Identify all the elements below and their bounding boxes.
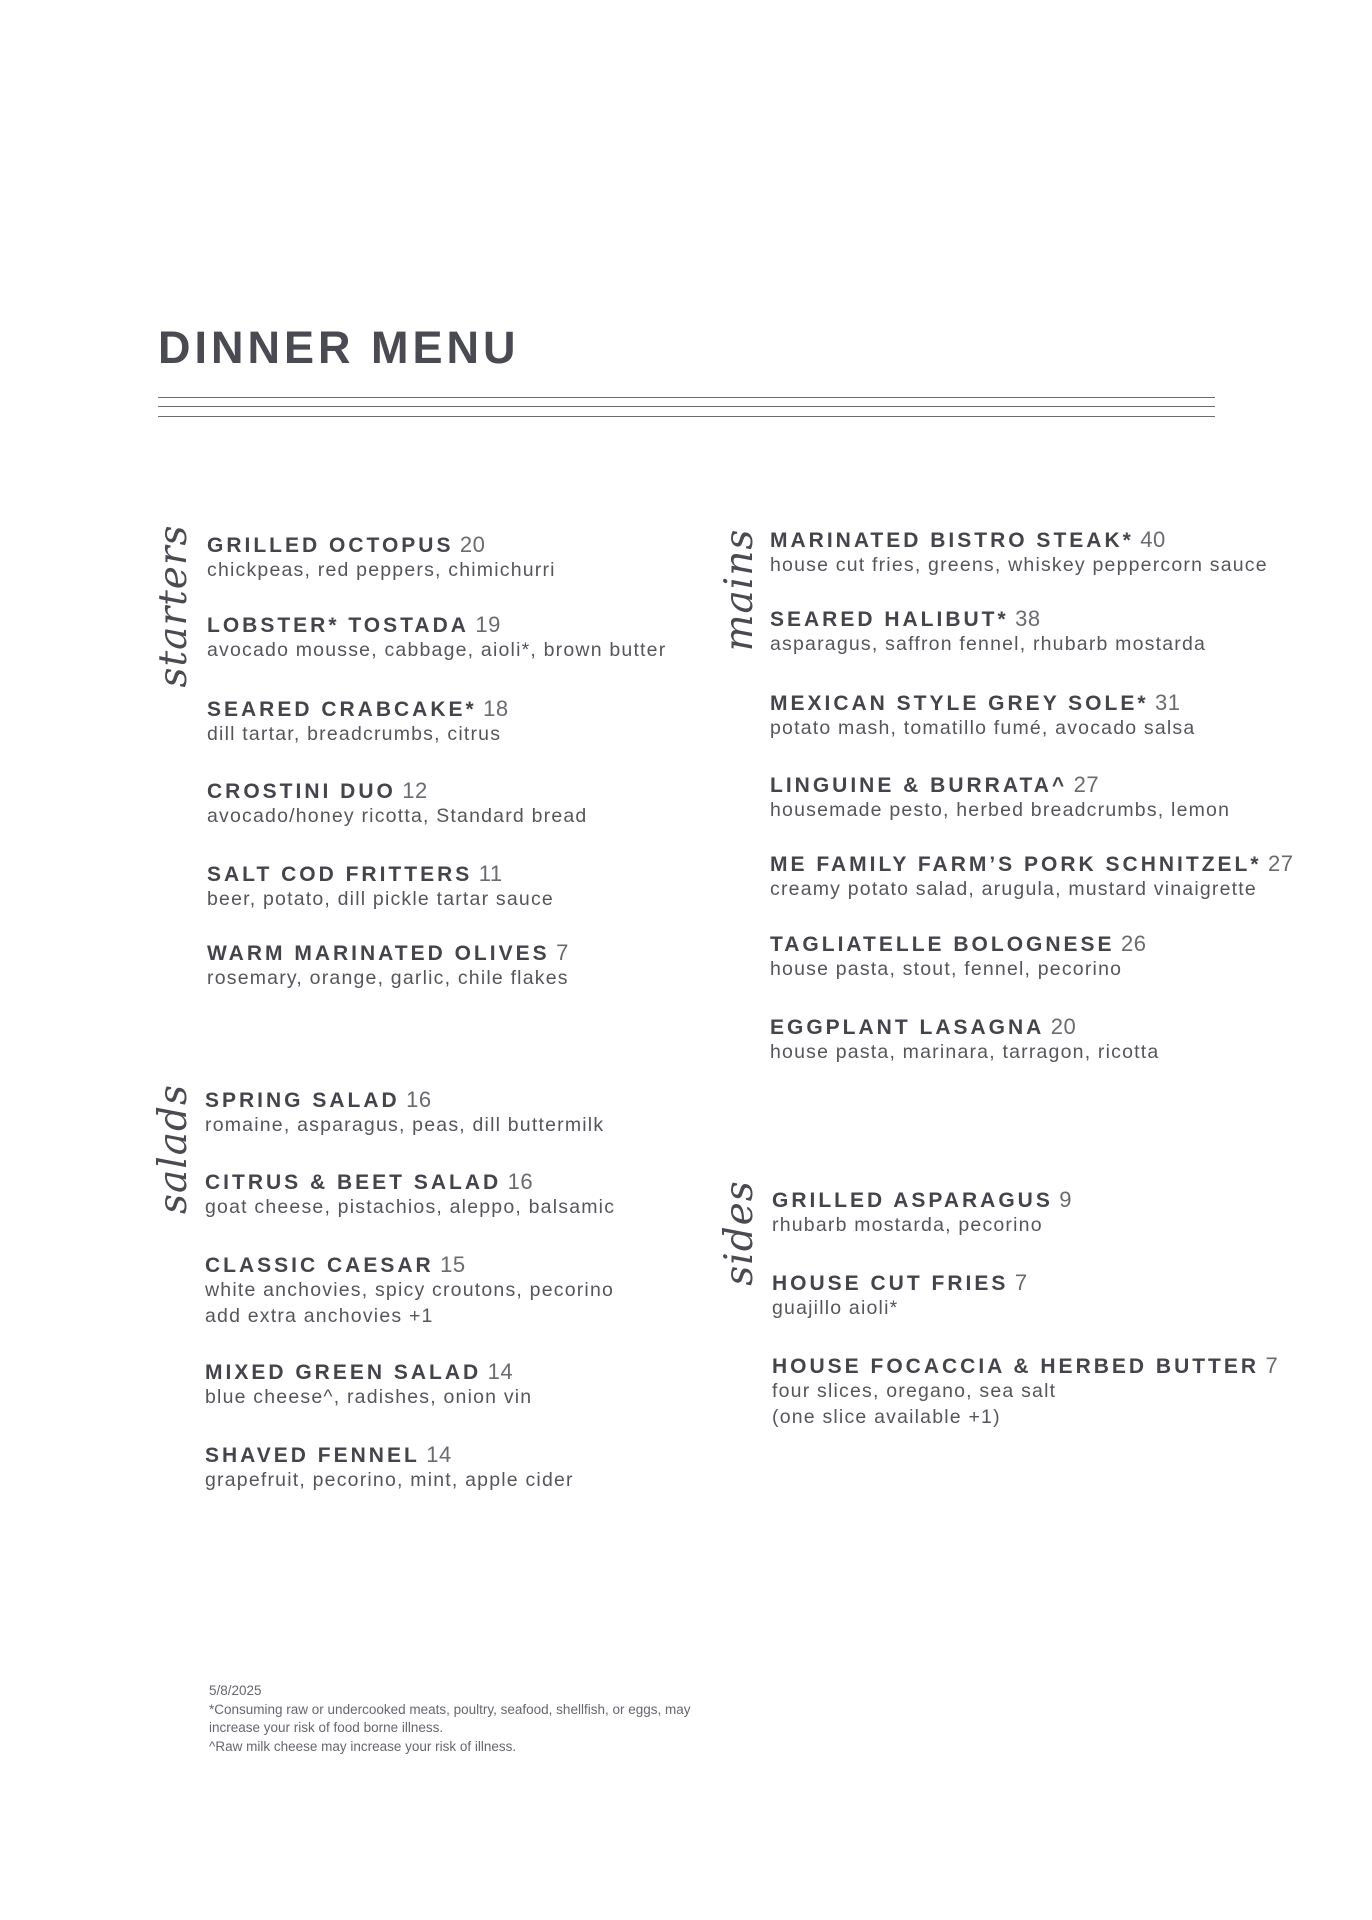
raw-food-warning-cont: increase your risk of food borne illness. [209, 1720, 444, 1735]
menu-item-description: house pasta, stout, fennel, pecorino [770, 958, 1123, 980]
menu-item-description: four slices, oregano, sea salt [772, 1380, 1057, 1402]
menu-item-price: 38 [1015, 606, 1041, 631]
menu-item-price: 20 [1050, 1014, 1077, 1039]
menu-item-header [207, 532, 556, 558]
menu-item-name: EGGPLANT LASAGNA [770, 1016, 1045, 1039]
menu-item-description: goat cheese, pistachios, aleppo, balsamic [205, 1196, 616, 1218]
menu-item [772, 1187, 1072, 1238]
menu-item-name: SEARED CRABCAKE* [207, 698, 477, 721]
menu-item [770, 931, 1147, 982]
menu-item-description: add extra anchovies +1 [205, 1305, 434, 1327]
menu-item-price: 27 [1268, 851, 1294, 876]
menu-item-name: TAGLIATELLE BOLOGNESE [770, 933, 1115, 956]
menu-item-header [207, 612, 666, 638]
menu-item [205, 1359, 532, 1410]
footer-notes [209, 1682, 769, 1756]
menu-item-header [207, 696, 509, 722]
menu-item [770, 851, 1293, 902]
menu-item [770, 772, 1230, 823]
menu-item [770, 527, 1268, 578]
section-label-starters: starters [151, 524, 196, 688]
menu-item-description: beer, potato, dill pickle tartar sauce [207, 888, 554, 910]
menu-item-header [770, 851, 1293, 877]
menu-item-description: (one slice available +1) [772, 1406, 1001, 1428]
menu-item-price: 20 [459, 532, 486, 557]
menu-item-price: 9 [1059, 1187, 1073, 1212]
menu-item [207, 778, 587, 829]
menu-item-description: avocado/honey ricotta, Standard bread [207, 805, 588, 827]
menu-item-price: 19 [475, 612, 501, 637]
menu-item-price: 14 [426, 1442, 452, 1467]
menu-item-name: LINGUINE & BURRATA^ [770, 774, 1068, 797]
menu-item-name: SALT COD FRITTERS [207, 863, 473, 886]
raw-milk-warning: ^Raw milk cheese may increase your risk of illness. [209, 1738, 517, 1754]
menu-item-description: white anchovies, spicy croutons, pecorino [205, 1279, 615, 1301]
section-label-mains: mains [717, 528, 762, 652]
menu-item-description: chickpeas, red peppers, chimichurri [207, 559, 556, 581]
menu-item [772, 1353, 1278, 1430]
section-label-salads: salads [151, 1084, 196, 1214]
menu-item [207, 696, 509, 747]
menu-item-name: GRILLED OCTOPUS [207, 534, 454, 557]
menu-item [207, 861, 554, 912]
menu-item [205, 1169, 615, 1220]
menu-item-price: 7 [556, 940, 569, 965]
header-rule [158, 406, 1215, 407]
menu-item-header [772, 1353, 1278, 1379]
menu-item-header [772, 1270, 1028, 1296]
menu-item-name: MIXED GREEN SALAD [205, 1361, 482, 1384]
menu-item-header [770, 690, 1195, 716]
menu-item [207, 612, 666, 663]
menu-item [205, 1442, 574, 1493]
menu-item-name: MARINATED BISTRO STEAK* [770, 529, 1134, 552]
menu-item-description: avocado mousse, cabbage, aioli*, brown butter [207, 639, 667, 661]
menu-item-price: 11 [478, 861, 503, 886]
menu-item-name: MEXICAN STYLE GREY SOLE* [770, 692, 1149, 715]
menu-item-description: potato mash, tomatillo fumé, avocado salsa [770, 717, 1196, 739]
menu-item [770, 1014, 1159, 1065]
menu-item-name: CLASSIC CAESAR [205, 1254, 434, 1277]
menu-item-name: HOUSE CUT FRIES [772, 1272, 1009, 1295]
menu-item-name: GRILLED ASPARAGUS [772, 1189, 1053, 1212]
menu-item-description: rhubarb mostarda, pecorino [772, 1214, 1043, 1236]
menu-item [207, 940, 569, 991]
menu-item-header [205, 1169, 615, 1195]
header-rule [158, 416, 1215, 417]
menu-item-description: blue cheese^, radishes, onion vin [205, 1386, 533, 1408]
menu-item-header [207, 940, 569, 966]
menu-date: 5/8/2025 [209, 1683, 262, 1698]
menu-item [205, 1252, 614, 1329]
menu-item-header [205, 1359, 532, 1385]
menu-item-description: guajillo aioli* [772, 1297, 899, 1319]
menu-item-price: 18 [483, 696, 509, 721]
menu-item-price: 26 [1121, 931, 1147, 956]
menu-item-description: housemade pesto, herbed breadcrumbs, lemon [770, 799, 1231, 821]
menu-item-header [207, 861, 554, 887]
menu-item-price: 27 [1073, 772, 1100, 797]
menu-item-description: house pasta, marinara, tarragon, ricotta [770, 1041, 1160, 1063]
menu-item-header [205, 1087, 604, 1113]
menu-item-name: CROSTINI DUO [207, 780, 396, 803]
menu-item-price: 7 [1014, 1270, 1028, 1295]
menu-item-name: HOUSE FOCACCIA & HERBED BUTTER [772, 1355, 1260, 1378]
menu-item-header [770, 772, 1230, 798]
menu-item-header [772, 1187, 1072, 1213]
page-title: DINNER MENU [158, 322, 520, 373]
menu-item-name: ME FAMILY FARM’S PORK SCHNITZEL* [770, 853, 1262, 876]
menu-item-header [770, 527, 1268, 553]
menu-item-price: 7 [1265, 1353, 1279, 1378]
menu-item-description: rosemary, orange, garlic, chile flakes [207, 967, 569, 989]
menu-item-name: SEARED HALIBUT* [770, 608, 1009, 631]
menu-item-price: 31 [1154, 690, 1181, 715]
menu-item-header [205, 1252, 614, 1278]
menu-item [205, 1087, 604, 1138]
menu-item-price: 16 [507, 1169, 534, 1194]
raw-food-warning: *Consuming raw or undercooked meats, poultry, seafood, shellfish, or eggs, may [209, 1701, 691, 1717]
menu-item [770, 606, 1206, 657]
header-rule [158, 397, 1215, 398]
menu-item [772, 1270, 1028, 1321]
menu-item-description: dill tartar, breadcrumbs, citrus [207, 723, 502, 745]
menu-item-description: creamy potato salad, arugula, mustard vinaigrette [770, 878, 1257, 900]
menu-item-name: WARM MARINATED OLIVES [207, 942, 550, 965]
menu-item-price: 14 [487, 1359, 514, 1384]
menu-item-description: asparagus, saffron fennel, rhubarb mostarda [770, 633, 1207, 655]
menu-item-header [770, 1014, 1159, 1040]
menu-item-price: 12 [402, 778, 428, 803]
menu-item-description: grapefruit, pecorino, mint, apple cider [205, 1469, 574, 1491]
menu-item-description: house cut fries, greens, whiskey peppercorn sauce [770, 554, 1268, 576]
menu-item-price: 15 [440, 1252, 466, 1277]
menu-item-name: SPRING SALAD [205, 1089, 400, 1112]
menu-item [770, 690, 1195, 741]
menu-item-header [770, 606, 1206, 632]
menu-item-header [205, 1442, 574, 1468]
section-label-sides: sides [717, 1180, 762, 1286]
menu-item-name: CITRUS & BEET SALAD [205, 1171, 502, 1194]
menu-item-name: LOBSTER* TOSTADA [207, 614, 469, 637]
menu-item [207, 532, 556, 583]
menu-item-description: romaine, asparagus, peas, dill buttermilk [205, 1114, 605, 1136]
menu-item-header [770, 931, 1147, 957]
menu-item-name: SHAVED FENNEL [205, 1444, 420, 1467]
menu-item-price: 40 [1140, 527, 1166, 552]
menu-item-price: 16 [406, 1087, 432, 1112]
menu-item-header [207, 778, 587, 804]
